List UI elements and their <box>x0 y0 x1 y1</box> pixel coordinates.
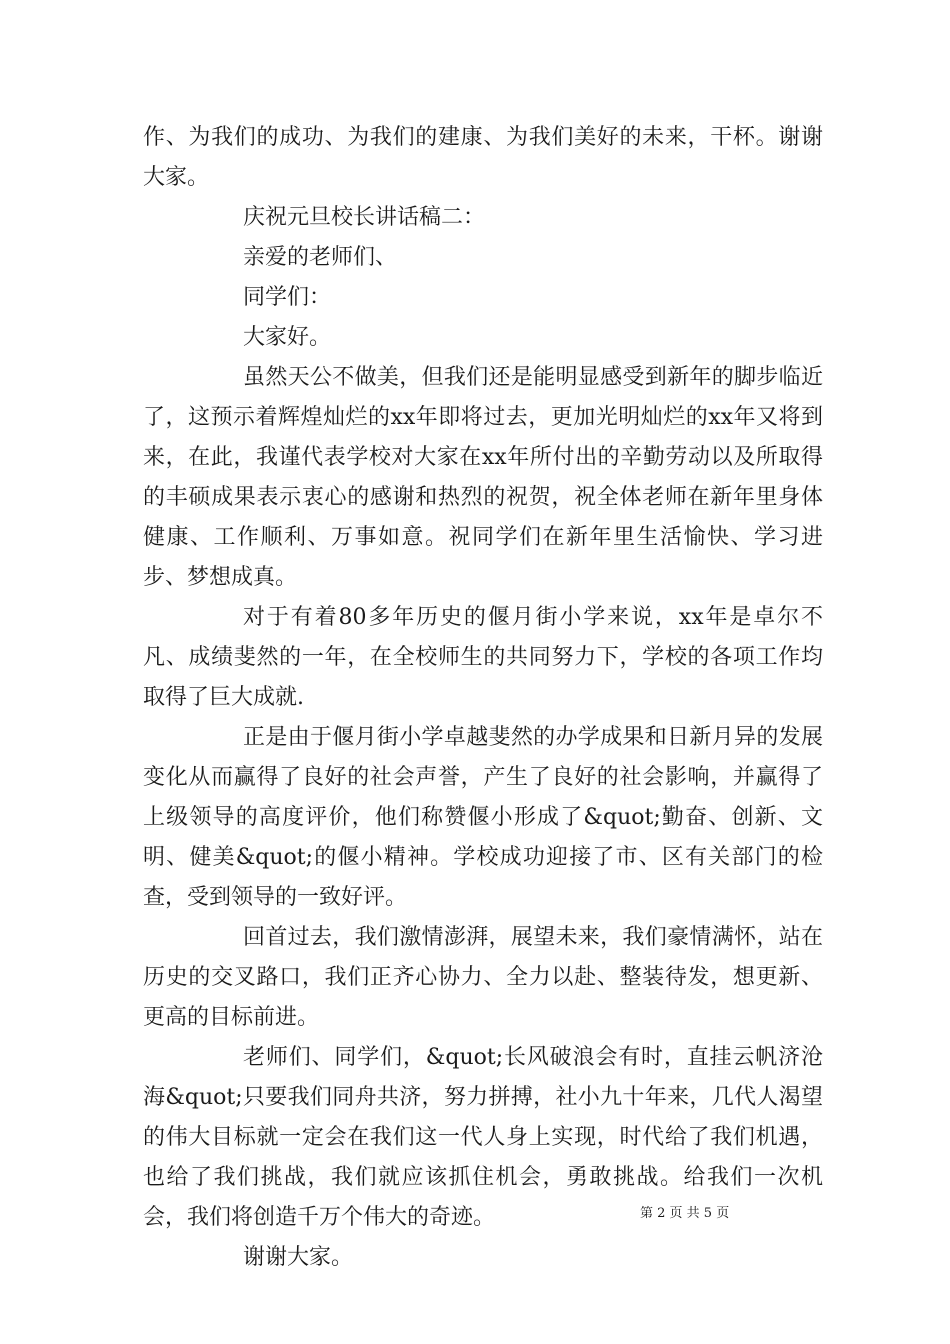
paragraph-salutation-students: 同学们： <box>243 285 332 310</box>
paragraph-new-year-wishes: 虽然天公不做美，但我们还是能明显感受到新年的脚步临近了，这预示着辉煌灿烂的xx年即将过去，更加光明灿烂的xx年又将到来，在此，我谨代表学校对大家在xx年所付出的辛勤劳动以及所取得的丰硕成果表示衷心的感谢和热烈的祝贺，祝全体老师在新年里身体健康、工作顺利、万事如意。祝同学们在新年里生活愉快、学习进步、梦想成真。 <box>143 365 823 590</box>
paragraph-school-reputation: 正是由于偃月街小学卓越斐然的办学成果和日新月异的发展变化从而赢得了良好的社会声誉，产生了良好的社会影响，并赢得了上级领导的高度评价，他们称赞偃小形成了&quot;勤奋、创新、文明、健美&quot;的偃小精神。学校成功迎接了市、区有关部门的检查，受到领导的一致好评。 <box>143 725 823 910</box>
paragraph-school-achievements: 对于有着80多年历史的偃月街小学来说，xx年是卓尔不凡、成绩斐然的一年，在全校师生的共同努力下，学校的各项工作均取得了巨大成就. <box>143 605 823 710</box>
paragraph-looking-forward: 回首过去，我们激情澎湃，展望未来，我们豪情满怀，站在历史的交叉路口，我们正齐心协力、全力以赴、整装待发，想更新、更高的目标前进。 <box>143 925 823 1030</box>
paragraph-toast-ending: 作、为我们的成功、为我们的建康、为我们美好的未来，干杯。谢谢大家。 <box>143 125 823 190</box>
page-number: 第 2 页 共 5 页 <box>640 1206 730 1221</box>
paragraph-greeting: 大家好。 <box>243 325 332 350</box>
paragraph-thanks: 谢谢大家。 <box>243 1245 354 1270</box>
document-body <box>143 118 823 1278</box>
paragraph-salutation-teachers: 亲爱的老师们、 <box>243 245 398 270</box>
paragraph-speech-title: 庆祝元旦校长讲话稿二： <box>243 205 486 230</box>
paragraph-call-to-action: 老师们、同学们，&quot;长风破浪会有时，直挂云帆济沧海&quot;只要我们同舟共济，努力拼搏，社小九十年来，几代人渴望的伟大目标就一定会在我们这一代人身上实现，时代给了我们机遇，也给了我们挑战，我们就应该抓住机会，勇敢挑战。给我们一次机会，我们将创造千万个伟大的奇迹。 <box>143 1045 823 1230</box>
